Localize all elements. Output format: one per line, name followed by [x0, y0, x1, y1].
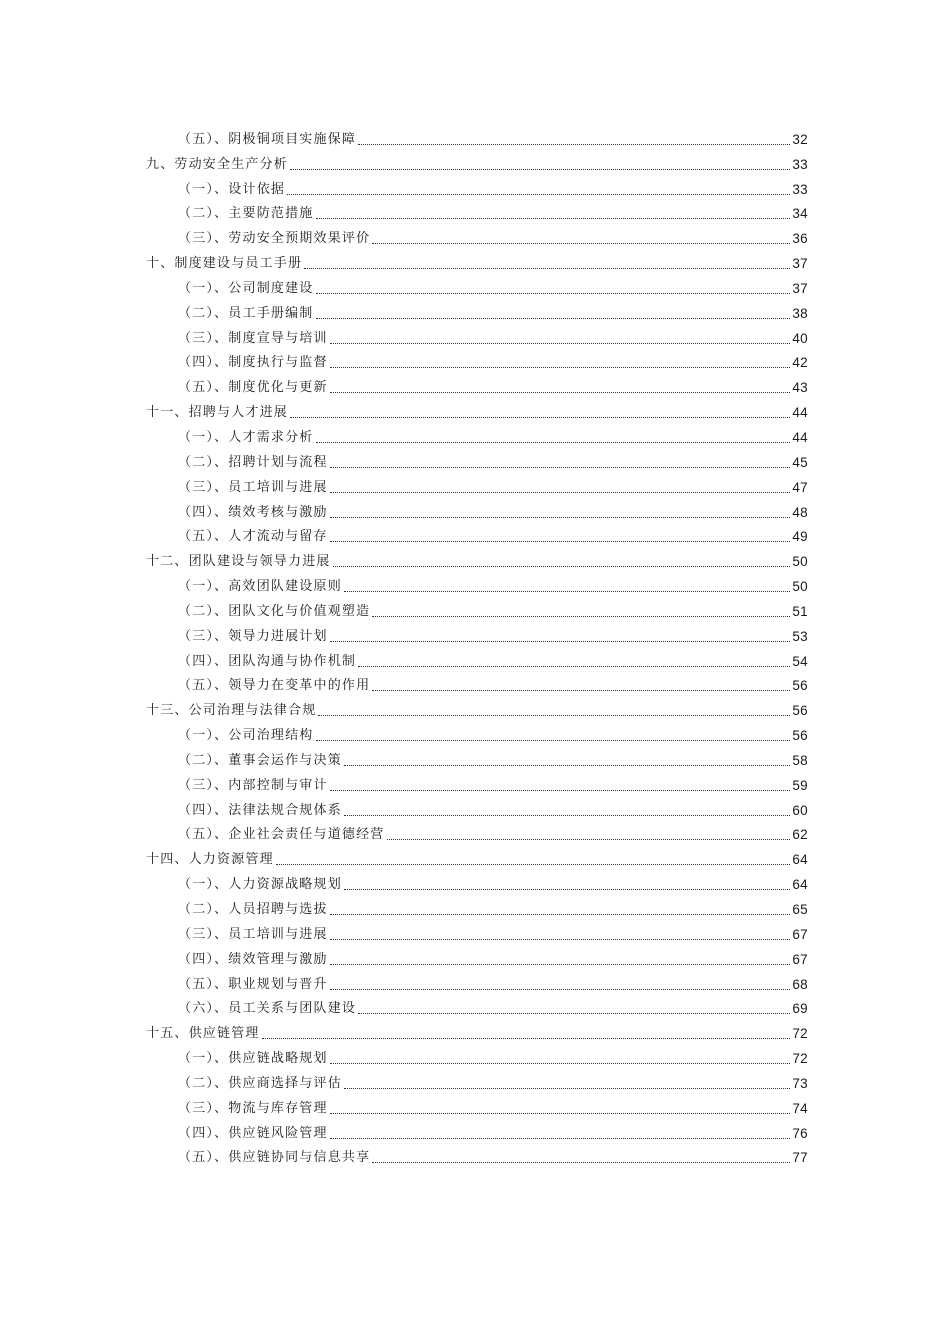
toc-entry[interactable] [146, 223, 808, 248]
toc-page-number: 58 [792, 752, 808, 768]
toc-entry[interactable] [146, 646, 808, 671]
toc-page-number: 62 [792, 827, 808, 843]
dot-leader [330, 989, 791, 990]
toc-entry-title: （三）、内部控制与审计 [178, 777, 328, 793]
dot-leader [333, 566, 791, 567]
toc-entry-title: 十三、公司治理与法律合规 [146, 703, 317, 719]
toc-entry-title: （一）、人才需求分析 [178, 429, 314, 445]
toc-entry[interactable] [146, 472, 808, 497]
toc-entry-title: 十一、招聘与人才进展 [146, 405, 289, 421]
toc-page-number: 48 [792, 504, 808, 520]
dot-leader [358, 1013, 790, 1014]
dot-leader [330, 541, 791, 542]
toc-entry[interactable] [146, 1043, 808, 1068]
toc-entry-title: （五）、领导力在变革中的作用 [178, 678, 371, 694]
toc-page-number: 60 [792, 802, 808, 818]
toc-page-number: 37 [792, 280, 808, 296]
toc-page-number: 34 [792, 206, 808, 222]
dot-leader [358, 666, 790, 667]
dot-leader [372, 243, 790, 244]
dot-leader [316, 293, 791, 294]
toc-entry-title: （五）、人才流动与留存 [178, 529, 328, 545]
dot-leader [344, 591, 790, 592]
toc-page-number: 50 [792, 554, 808, 570]
toc-entry[interactable] [146, 298, 808, 323]
toc-entry[interactable] [146, 348, 808, 373]
toc-page-number: 56 [792, 728, 808, 744]
toc-entry-title: （一）、高效团队建设原则 [178, 579, 342, 595]
toc-page-number: 51 [792, 603, 808, 619]
toc-page-number: 69 [792, 1001, 808, 1017]
toc-page-number: 67 [792, 926, 808, 942]
dot-leader [276, 864, 791, 865]
toc-entry[interactable] [146, 671, 808, 696]
toc-entry[interactable] [146, 124, 808, 149]
toc-entry-title: （二）、人员招聘与选拔 [178, 902, 328, 917]
toc-entry-title: （一）、公司治理结构 [178, 728, 314, 744]
dot-leader [344, 765, 790, 766]
toc-entry[interactable] [146, 720, 808, 745]
toc-page-number: 73 [792, 1075, 808, 1091]
toc-entry[interactable] [146, 273, 808, 298]
toc-entry-title: （三）、劳动安全预期效果评价 [178, 231, 371, 247]
dot-leader [316, 318, 791, 319]
toc-entry[interactable] [146, 944, 808, 969]
toc-entry-title: （五）、企业社会责任与道德经营 [178, 827, 385, 843]
dot-leader [287, 194, 790, 195]
dot-leader [344, 889, 790, 890]
dot-leader [330, 367, 791, 368]
toc-page-number: 74 [792, 1100, 808, 1116]
dot-leader [330, 492, 791, 493]
toc-page-number: 53 [792, 628, 808, 644]
dot-leader [344, 1088, 790, 1089]
toc-entry[interactable] [146, 1118, 808, 1143]
toc-page-number: 64 [792, 852, 808, 868]
toc-entry[interactable] [146, 621, 808, 646]
toc-entry[interactable] [146, 1068, 808, 1093]
toc-page-number: 33 [792, 181, 808, 197]
toc-page-number: 32 [792, 131, 808, 147]
dot-leader [330, 1063, 791, 1064]
toc-entry-title: （五）、职业规划与晋升 [178, 976, 328, 992]
toc-page-number: 77 [792, 1150, 808, 1166]
toc-entry-title: 十二、团队建设与领导力进展 [146, 554, 331, 570]
toc-page-number: 56 [792, 703, 808, 719]
toc-entry[interactable] [146, 323, 808, 348]
toc-entry[interactable] [146, 174, 808, 199]
toc-page-number: 49 [792, 529, 808, 545]
toc-chapter-entry[interactable] [146, 397, 808, 422]
dot-leader [344, 815, 790, 816]
toc-entry[interactable] [146, 571, 808, 596]
toc-entry-title: （三）、物流与库存管理 [178, 1100, 328, 1116]
dot-leader [290, 169, 790, 170]
toc-entry[interactable] [146, 522, 808, 547]
toc-entry-title: （三）、员工培训与进展 [178, 926, 328, 942]
dot-leader [330, 914, 791, 915]
dot-leader [330, 392, 791, 393]
dot-leader [387, 839, 791, 840]
toc-chapter-entry[interactable] [146, 248, 808, 273]
toc-entry-title: （二）、主要防范措施 [178, 206, 314, 222]
toc-page-number: 44 [792, 429, 808, 445]
toc-entry[interactable] [146, 770, 808, 795]
toc-entry-title: （二）、招聘计划与流程 [178, 454, 328, 470]
dot-leader [330, 964, 791, 965]
toc-entry[interactable] [146, 1093, 808, 1118]
dot-leader [330, 467, 791, 468]
toc-entry-title: 十、制度建设与员工手册 [146, 256, 303, 272]
toc-page-number: 40 [792, 330, 808, 346]
dot-leader [330, 790, 791, 791]
toc-page-number: 54 [792, 653, 808, 669]
toc-entry-title: （一）、设计依据 [178, 181, 286, 197]
table-of-contents [146, 124, 808, 1167]
toc-entry-title: （三）、领导力进展计划 [178, 628, 328, 644]
toc-page-number: 68 [792, 976, 808, 992]
dot-leader [330, 641, 791, 642]
dot-leader [358, 144, 790, 145]
toc-entry[interactable] [146, 919, 808, 944]
toc-page-number: 33 [792, 156, 808, 172]
toc-entry[interactable] [146, 969, 808, 994]
toc-page-number: 37 [792, 256, 808, 272]
toc-chapter-entry[interactable] [146, 844, 808, 869]
toc-chapter-entry[interactable] [146, 695, 808, 720]
toc-entry[interactable] [146, 994, 808, 1019]
dot-leader [316, 740, 791, 741]
toc-entry-title: 十四、人力资源管理 [146, 852, 274, 868]
toc-entry-title: （四）、制度执行与监督 [178, 355, 328, 371]
toc-entry[interactable] [146, 745, 808, 770]
toc-entry-title: （六）、员工关系与团队建设 [178, 1001, 357, 1017]
toc-entry-title: （一）、公司制度建设 [178, 280, 314, 296]
toc-entry[interactable] [146, 1143, 808, 1168]
toc-entry-title: （四）、绩效考核与激励 [178, 504, 328, 520]
dot-leader [318, 715, 790, 716]
toc-entry-title: （四）、绩效管理与激励 [178, 951, 328, 967]
toc-entry-title: （五）、供应链协同与信息共享 [178, 1150, 371, 1166]
dot-leader [316, 442, 791, 443]
dot-leader [330, 517, 791, 518]
toc-page-number: 76 [792, 1125, 808, 1141]
toc-entry-title: （三）、员工培训与进展 [178, 479, 328, 495]
toc-page-number: 72 [792, 1026, 808, 1042]
toc-entry-title: 十五、供应链管理 [146, 1026, 260, 1042]
toc-page-number: 47 [792, 479, 808, 495]
toc-entry-title: （四）、团队沟通与协作机制 [178, 653, 357, 669]
toc-entry[interactable] [146, 447, 808, 472]
dot-leader [316, 218, 791, 219]
toc-entry[interactable] [146, 869, 808, 894]
toc-entry-title: （二）、供应商选择与评估 [178, 1075, 342, 1091]
toc-page-number: 64 [792, 877, 808, 893]
dot-leader [330, 939, 791, 940]
toc-entry-title: （三）、制度宣导与培训 [178, 330, 328, 346]
toc-page-number: 45 [792, 454, 808, 470]
toc-entry[interactable] [146, 199, 808, 224]
toc-page-number: 59 [792, 777, 808, 793]
dot-leader [330, 1113, 791, 1114]
toc-page-number: 50 [792, 579, 808, 595]
toc-entry-title: （一）、供应链战略规划 [178, 1051, 328, 1067]
toc-page-number: 67 [792, 951, 808, 967]
toc-entry-title: （四）、供应链风险管理 [178, 1125, 328, 1141]
dot-leader [372, 1162, 790, 1163]
toc-page-number: 43 [792, 380, 808, 396]
toc-entry-title: （五）、阴极铜项目实施保障 [178, 131, 357, 147]
dot-leader [304, 268, 790, 269]
dot-leader [330, 343, 791, 344]
toc-chapter-entry[interactable] [146, 546, 808, 571]
dot-leader [372, 690, 790, 691]
toc-chapter-entry[interactable] [146, 1018, 808, 1043]
dot-leader [290, 417, 790, 418]
toc-entry[interactable] [146, 422, 808, 447]
toc-entry-title: （四）、法律法规合规体系 [178, 802, 342, 818]
dot-leader [372, 616, 790, 617]
toc-entry[interactable] [146, 497, 808, 522]
toc-entry[interactable] [146, 596, 808, 621]
toc-entry-title: （二）、董事会运作与决策 [178, 752, 342, 768]
toc-entry-title: （二）、员工手册编制 [178, 305, 314, 321]
toc-entry[interactable] [146, 820, 808, 845]
toc-page-number: 72 [792, 1051, 808, 1067]
toc-page-number: 56 [792, 678, 808, 694]
toc-page-number: 42 [792, 355, 808, 371]
toc-page-number: 36 [792, 231, 808, 247]
dot-leader [262, 1038, 791, 1039]
toc-entry-title: （五）、制度优化与更新 [178, 380, 328, 396]
toc-page-number: 44 [792, 405, 808, 421]
toc-entry[interactable] [146, 795, 808, 820]
toc-page-number: 65 [792, 902, 808, 917]
toc-entry-title: （二）、团队文化与价值观塑造 [178, 603, 371, 619]
toc-entry[interactable] [146, 372, 808, 397]
toc-entry-title: 九、劳动安全生产分析 [146, 156, 289, 172]
toc-chapter-entry[interactable] [146, 149, 808, 174]
toc-page-number: 38 [792, 305, 808, 321]
toc-entry[interactable] [146, 894, 808, 919]
toc-entry-title: （一）、人力资源战略规划 [178, 877, 342, 893]
dot-leader [330, 1138, 791, 1139]
